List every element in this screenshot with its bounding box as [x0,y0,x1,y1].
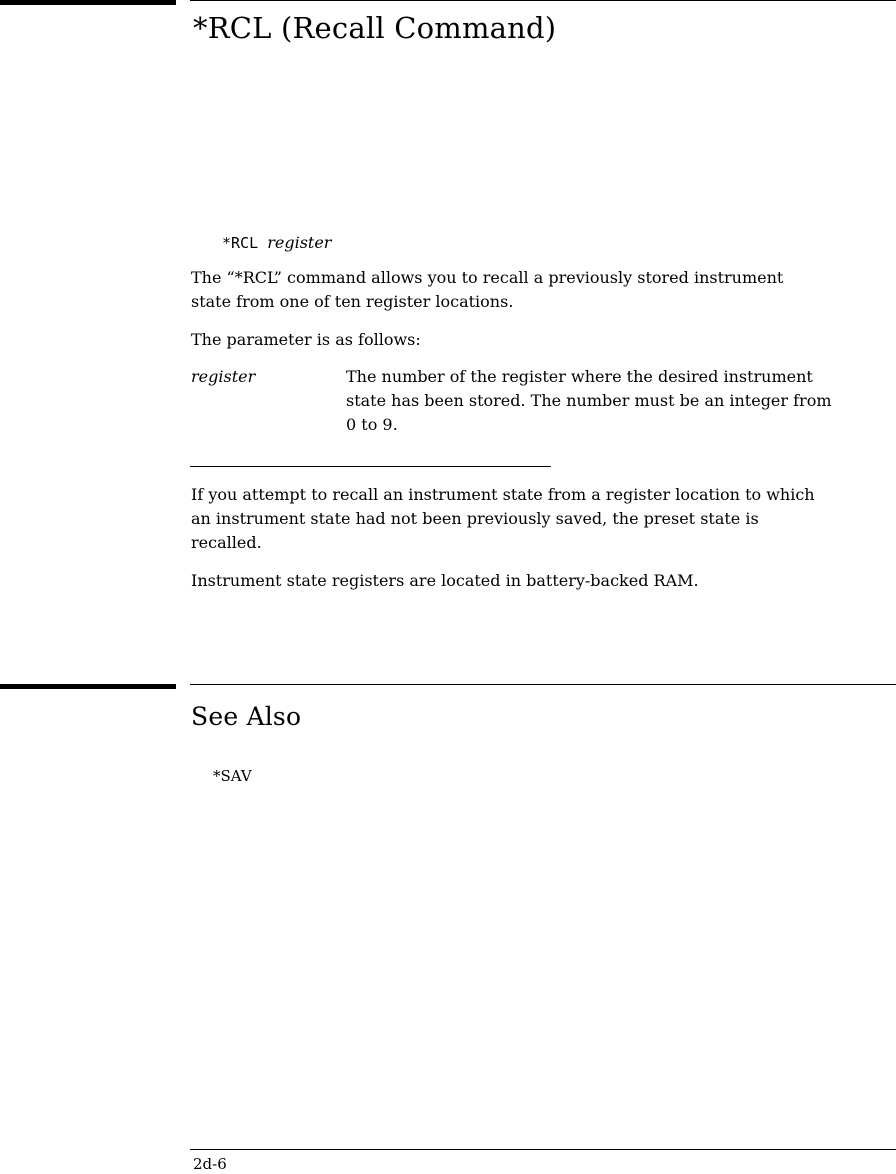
parameter-description [346,365,832,437]
note-line-4: Instrument state registers are located in battery-backed RAM. [191,571,699,590]
see-also-section-bar [0,684,176,689]
description-line-1: The “*RCL” command allows you to recall a previously stored instrument [191,268,784,287]
top-rule [190,0,896,1]
footer-rule [190,1149,896,1150]
see-also-rule [190,684,896,685]
top-section-bar [0,0,176,5]
parameter-term: register [191,367,256,386]
page-title: *RCL (Recall Command) [193,11,557,45]
parameter-intro: The parameter is as follows: [191,330,421,349]
parameter-description-line-2: state has been stored. The number must be an integer from [346,391,832,410]
note-line-3: recalled. [191,533,262,552]
page-number: 2d-6 [193,1155,227,1173]
command-syntax [222,233,331,252]
command-name: *RCL [222,234,259,252]
see-also-item: *SAV [213,767,252,785]
note-line-2: an instrument state had not been previously saved, the preset state is [191,509,759,528]
parameter-description-line-3: 0 to 9. [346,415,398,434]
note-line-1: If you attempt to recall an instrument state from a register location to which [191,485,815,504]
command-parameter: register [267,233,332,252]
see-also-heading: See Also [191,702,302,731]
divider-rule [190,466,551,467]
parameter-description-line-1: The number of the register where the desired instrument [346,367,813,386]
description-line-2: state from one of ten register locations. [191,292,514,311]
